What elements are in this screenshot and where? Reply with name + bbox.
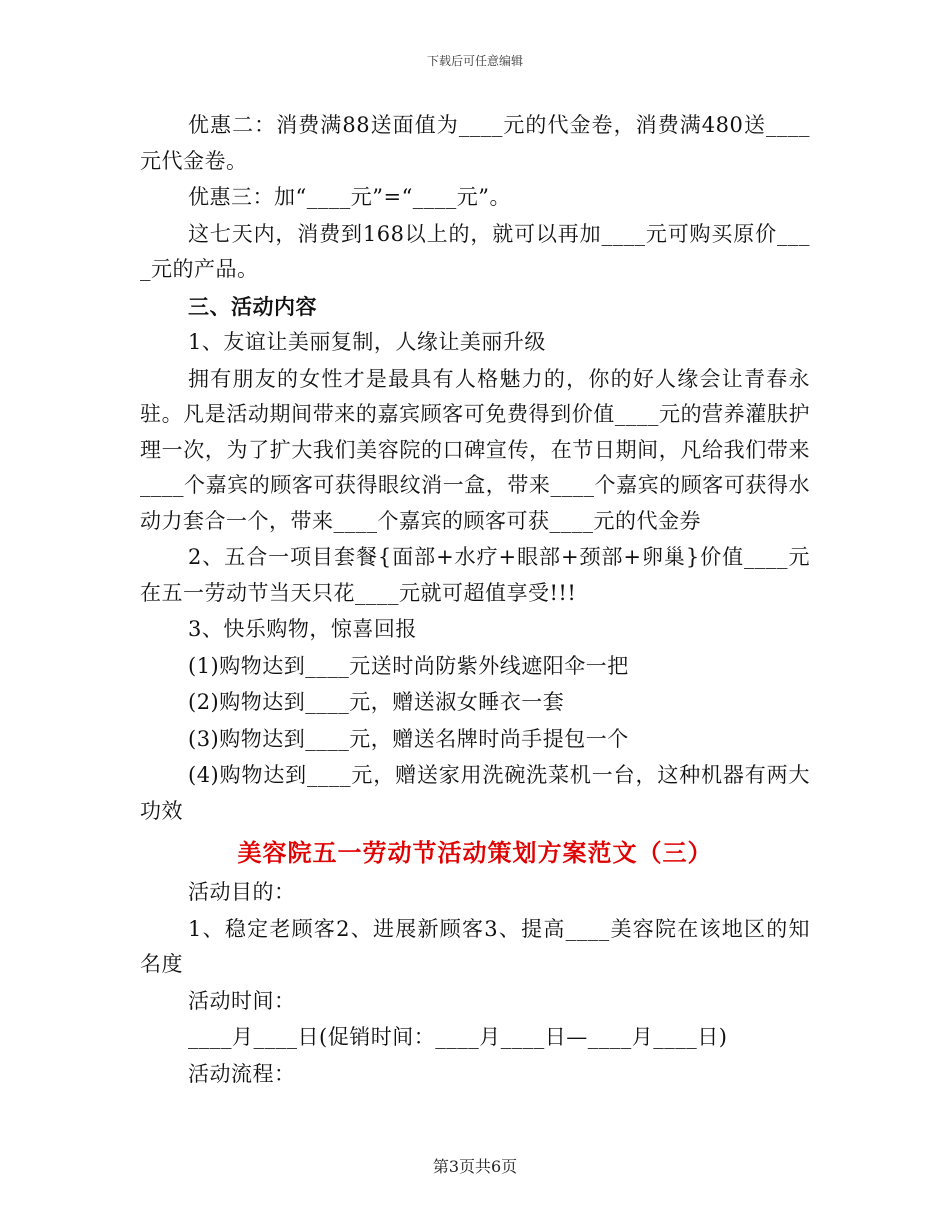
paragraph-item-1-title: 1、友谊让美丽复制，人缘让美丽升级 bbox=[188, 330, 546, 354]
list-item-gift-4: (4)购物达到____元，赠送家用洗碗洗菜机一台，这种机器有两大功效 bbox=[140, 763, 810, 823]
document-body bbox=[140, 108, 810, 1092]
paragraph-purpose-list: 1、稳定老顾客2、进展新顾客3、提高____美容院在该地区的知名度 bbox=[140, 916, 810, 976]
page-footer: 第3页共6页 bbox=[432, 1157, 518, 1176]
label-activity-process: 活动流程： bbox=[188, 1061, 296, 1086]
paragraph-item-2: 2、五合一项目套餐{面部+水疗+眼部+颈部+卵巢}价值____元在五一劳动节当天只花____元就可超值享受!!! bbox=[140, 545, 810, 605]
section-heading-activity-content: 三、活动内容 bbox=[188, 293, 317, 319]
label-activity-purpose: 活动目的： bbox=[188, 880, 296, 904]
list-item-gift-1: (1)购物达到____元送时尚防紫外线遮阳伞一把 bbox=[188, 653, 629, 678]
list-item-gift-2: (2)购物达到____元，赠送淑女睡衣一套 bbox=[188, 690, 565, 714]
paragraph-item-3-title: 3、快乐购物，惊喜回报 bbox=[188, 617, 417, 641]
list-item-gift-3: (3)购物达到____元，赠送名牌时尚手提包一个 bbox=[188, 726, 629, 751]
paragraph-item-1-body: 拥有朋友的女性才是最具有人格魅力的，你的好人缘会让青春永驻。凡是活动期间带来的嘉宾顾客可免费得到价值____元的营养灌肤护理一次，为了扩大我们美容院的口碑宣传，在节日期间，凡给我们带来____个嘉宾的顾客可获得眼纹消一盒，带来____个嘉宾的顾客可获得水动力套合一个，带来____个嘉宾的顾客可获____元的代金券 bbox=[140, 366, 810, 533]
label-activity-time: 活动时间： bbox=[188, 988, 296, 1013]
paragraph-time-values: ____月____日(促销时间：____月____日—____月____日) bbox=[188, 1025, 728, 1049]
paragraph-seven-days: 这七天内，消费到168以上的，就可以再加____元可购买原价____元的产品。 bbox=[140, 221, 810, 281]
section-title: 美容院五一劳动节活动策划方案范文（三） bbox=[237, 839, 713, 867]
paragraph-offer-3: 优惠三：加“____元”=“____元”。 bbox=[188, 185, 512, 209]
paragraph-offer-2: 优惠二：消费满88送面值为____元的代金卷，消费满480送____元代金卷。 bbox=[140, 113, 810, 173]
page-header: 下载后可任意编辑 bbox=[426, 54, 523, 68]
